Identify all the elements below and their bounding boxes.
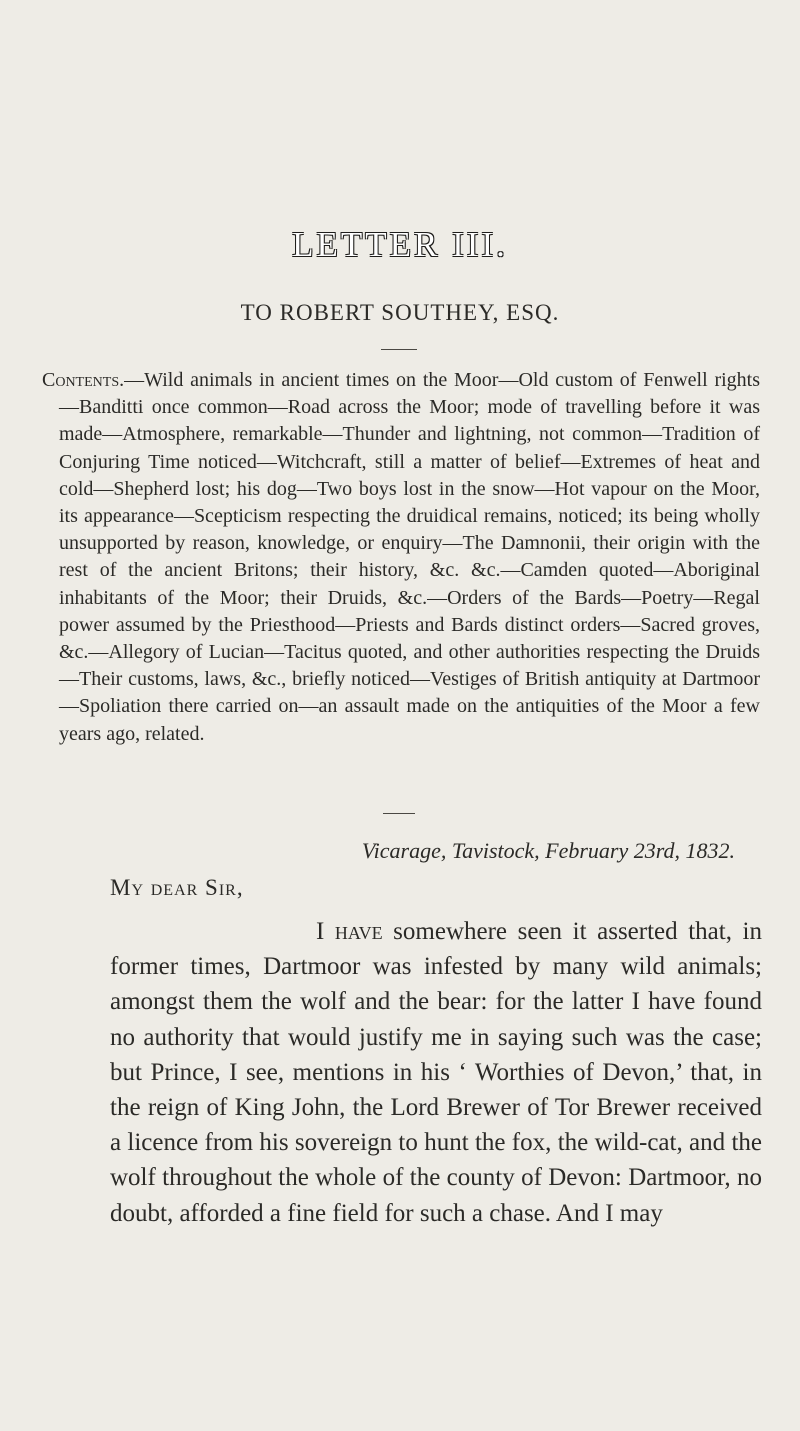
contents-text: —Wild animals in ancient times on the Moor—Old custom of Fenwell rights—Banditti once common—Road across the Moor; mode of travelling before it was made—Atmosphere, remarkable—Thunder and lightning, not common—Tradition of Conjuring Time noticed—Witchcraft, still a matter of belief—Extremes of heat and cold—Shepherd lost; his dog—Two boys lost in the snow—Hot vapour on the Moor, its appearance—Scepticism respecting the druidical remains, noticed; its being wholly unsupported by reason, knowledge, or enquiry—The Damnonii, their origin with the rest of the ancient Britons; their history, &c. &c.—Camden quoted—Aboriginal inhabitants of the Moor; their Druids, &c.—Orders of the Bards—Poetry—Regal power assumed by the Priesthood—Priests and Bards distinct orders—Sacred groves, &c.—Allegory of Lucian—Tacitus quoted, and other authorities respecting the Druids—Their customs, laws, &c., briefly noticed—Vestiges of British antiquity at Dartmoor—Spoliation there carried on—an assault made on the antiquities of the Moor a few years ago, related.: [59, 369, 760, 745]
letter-body: [110, 914, 762, 1231]
contents-summary: [42, 367, 760, 748]
contents-label: Contents.: [42, 369, 125, 391]
dateline: Vicarage, Tavistock, February 23rd, 1832.: [361, 838, 735, 863]
letter-opening-words: I have: [316, 918, 383, 945]
salutation: My dear Sir,: [110, 875, 244, 900]
contents-divider: [383, 813, 415, 814]
addressee-line: TO ROBERT SOUTHEY, ESQ.: [240, 300, 560, 325]
heading-divider: [381, 349, 417, 350]
letter-heading: LETTER III.: [292, 225, 508, 264]
letter-body-text: somewhere seen it asserted that, in former times, Dartmoor was infested by many wild animals; amongst them the wolf and the bear: for the latter I have found no authority that would justify me in saying such was the case; but Prince, I see, mentions in his ‘ Worthies of Devon,’ that, in the reign of King John, the Lord Brewer of Tor Brewer received a licence from his sovereign to hunt the fox, the wild-cat, and the wolf throughout the whole of the county of Devon: Dartmoor, no doubt, afforded a fine field for such a chase. And I may: [110, 918, 762, 1227]
